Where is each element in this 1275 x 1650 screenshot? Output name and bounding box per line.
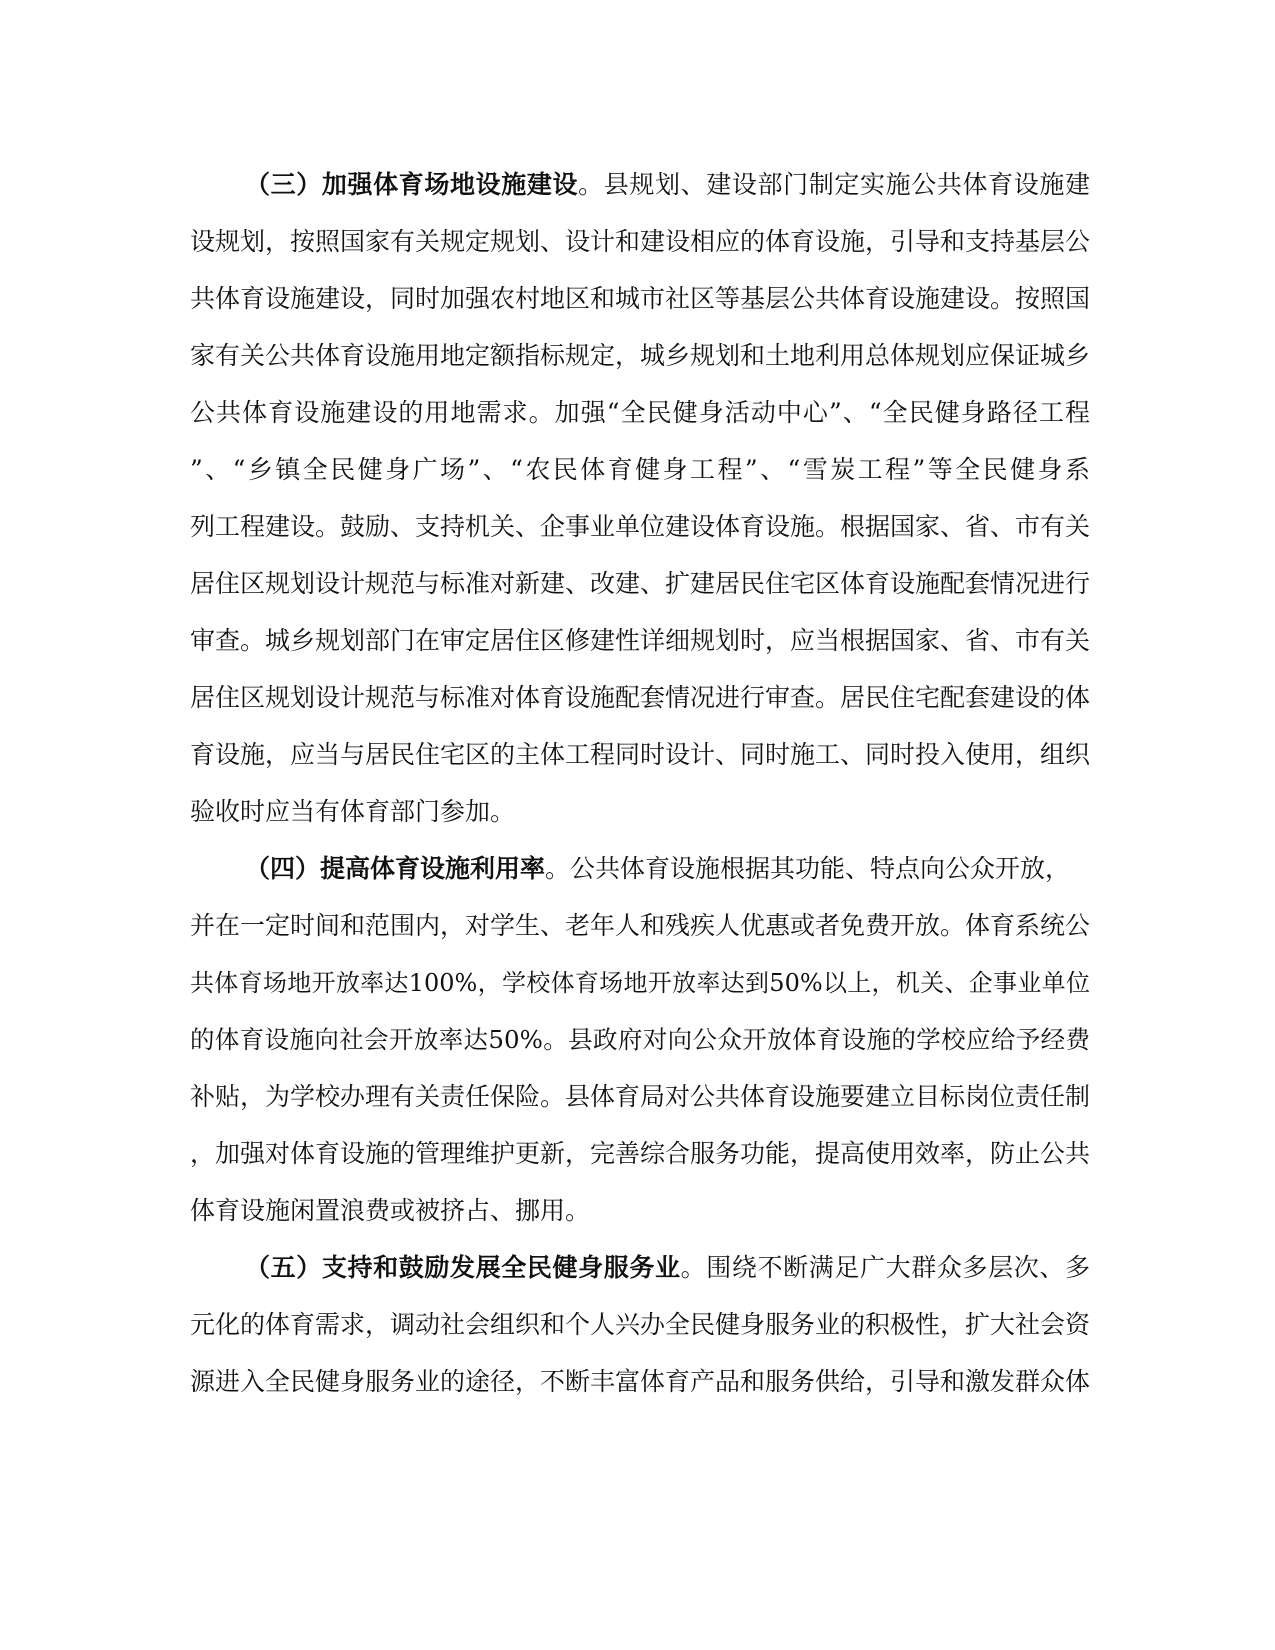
paragraph-line bbox=[245, 1251, 1090, 1285]
section-heading: （四）提高体育设施利用率 bbox=[245, 854, 546, 883]
paragraph-line: 体育设施闲置浪费或被挤占、挪用。 bbox=[190, 1196, 591, 1225]
paragraph-line: 育设施，应当与居民住宅区的主体工程同时设计、同时施工、同时投入使用，组织 bbox=[190, 740, 1091, 769]
paragraph-line: 验收时应当有体育部门参加。 bbox=[190, 797, 516, 826]
paragraph-text: 。围绕不断满足广大群众多层次、多 bbox=[680, 1253, 1090, 1282]
paragraph-line: 补贴，为学校办理有关责任保险。县体育局对公共体育设施要建立目标岗位责任制 bbox=[190, 1082, 1091, 1111]
paragraph-line bbox=[245, 168, 1090, 202]
section-heading: （三）加强体育场地设施建设 bbox=[245, 170, 579, 199]
paragraph-line: ”、“乡镇全民健身广场”、“农民体育健身工程”、“雪炭工程”等全民健身系 bbox=[190, 455, 1090, 484]
paragraph-line bbox=[245, 852, 1090, 886]
paragraph-line: 居住区规划设计规范与标准对新建、改建、扩建居民住宅区体育设施配套情况进行 bbox=[190, 569, 1091, 598]
section-heading: （五）支持和鼓励发展全民健身服务业 bbox=[245, 1253, 681, 1282]
paragraph-line: 并在一定时间和范围内，对学生、老年人和残疾人优惠或者免费开放。体育系统公 bbox=[190, 911, 1091, 940]
paragraph-line: 共体育场地开放率达100%，学校体育场地开放率达到50%以上，机关、企事业单位 bbox=[190, 969, 1090, 997]
paragraph-line: 家有关公共体育设施用地定额指标规定，城乡规划和土地利用总体规划应保证城乡 bbox=[190, 341, 1091, 370]
paragraph-text: 。公共体育设施根据其功能、特点向公众开放， bbox=[545, 854, 1071, 883]
paragraph-line: ，加强对体育设施的管理维护更新，完善综合服务功能，提高使用效率，防止公共 bbox=[190, 1139, 1091, 1168]
paragraph-line: 设规划，按照国家有关规定规划、设计和建设相应的体育设施，引导和支持基层公 bbox=[190, 227, 1091, 256]
paragraph-line: 源进入全民健身服务业的途径，不断丰富体育产品和服务供给，引导和激发群众体 bbox=[190, 1367, 1091, 1396]
paragraph-line: 的体育设施向社会开放率达50%。县政府对向公众开放体育设施的学校应给予经费 bbox=[190, 1025, 1090, 1054]
paragraph-line: 共体育设施建设，同时加强农村地区和城市社区等基层公共体育设施建设。按照国 bbox=[190, 284, 1091, 313]
paragraph-text: 。县规划、建设部门制定实施公共体育设施建 bbox=[578, 170, 1090, 199]
paragraph-line: 审查。城乡规划部门在审定居住区修建性详细规划时，应当根据国家、省、市有关 bbox=[190, 626, 1091, 655]
paragraph-line: 列工程建设。鼓励、支持机关、企事业单位建设体育设施。根据国家、省、市有关 bbox=[190, 512, 1091, 541]
paragraph-line: 元化的体育需求，调动社会组织和个人兴办全民健身服务业的积极性，扩大社会资 bbox=[190, 1310, 1091, 1339]
paragraph-line: 居住区规划设计规范与标准对体育设施配套情况进行审查。居民住宅配套建设的体 bbox=[190, 683, 1091, 712]
paragraph-line: 公共体育设施建设的用地需求。加强“全民健身活动中心”、“全民健身路径工程 bbox=[190, 398, 1090, 427]
